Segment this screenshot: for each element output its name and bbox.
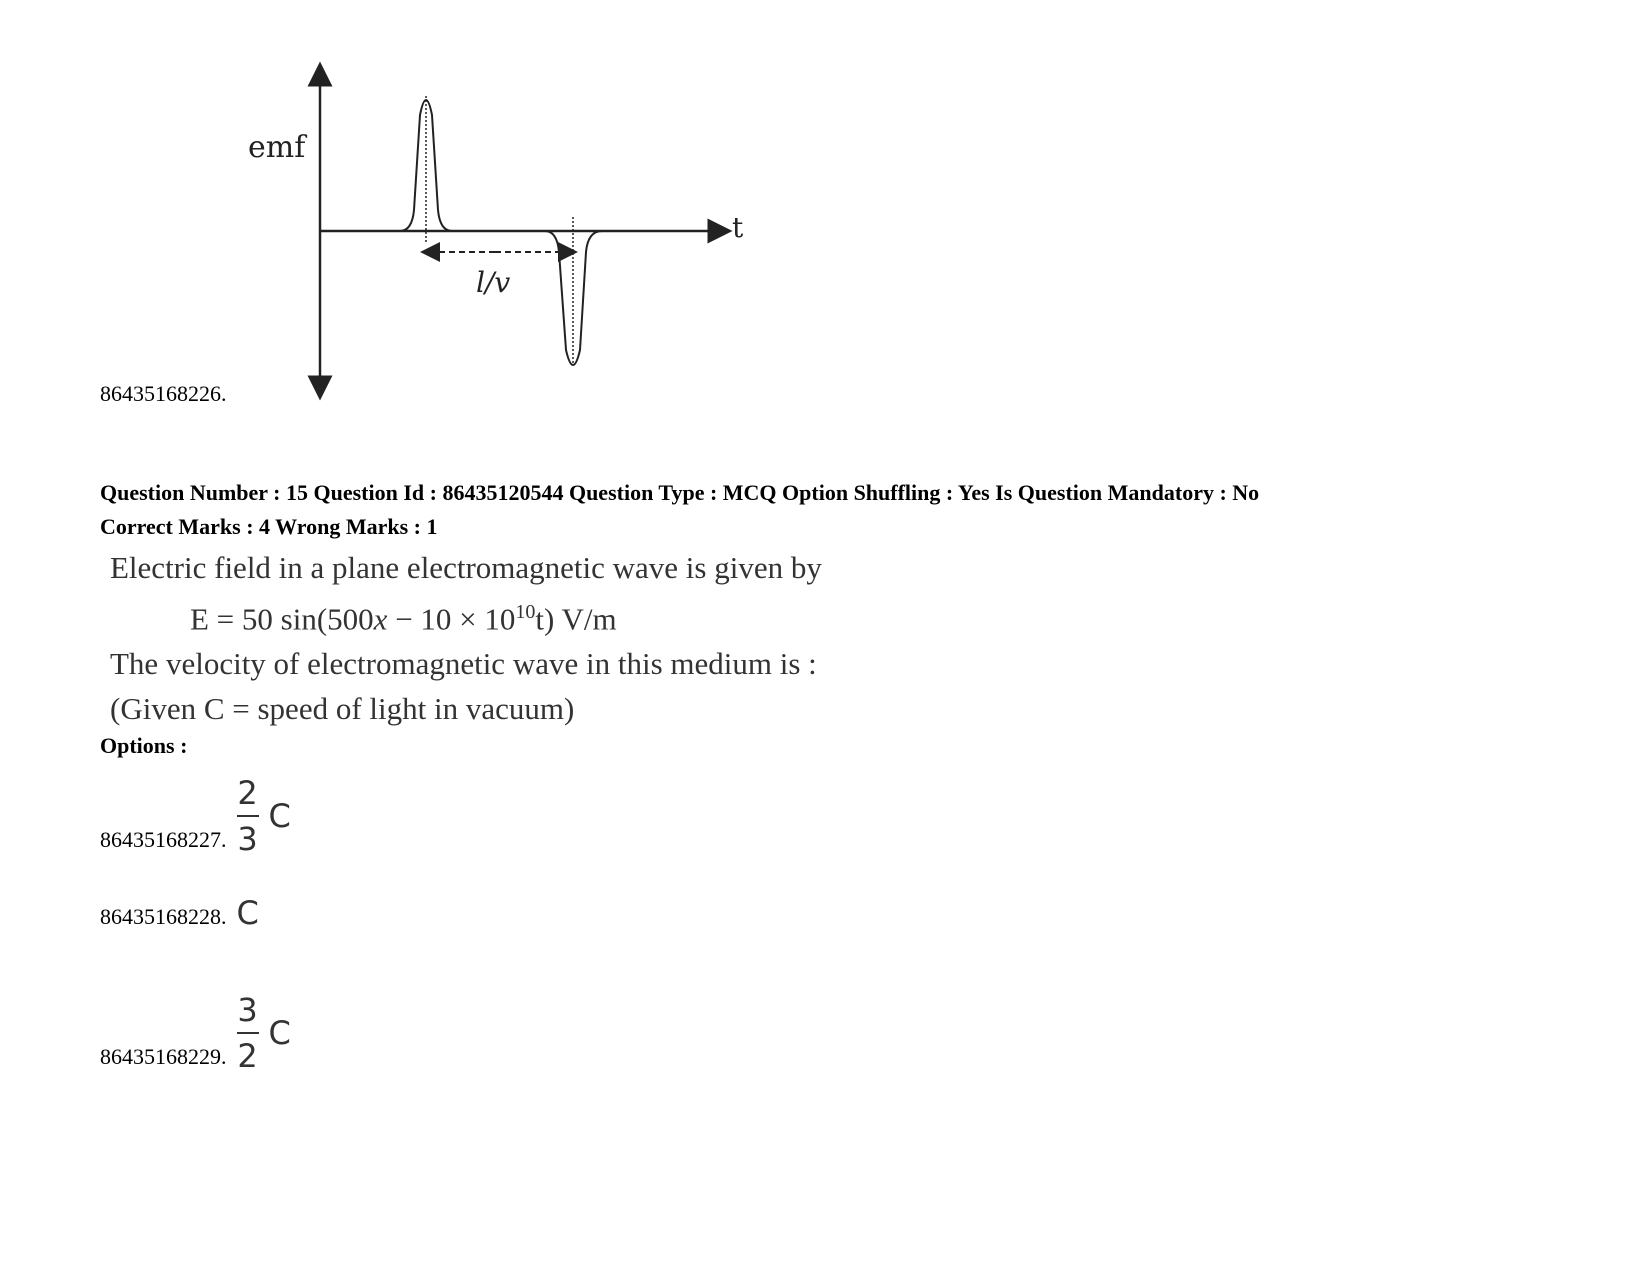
question-meta-line: Question Number : 15 Question Id : 86435120544 Question Type : MCQ Option Shuffling : Yes Is Question Mandatory : No [100,480,1260,505]
option-id: 86435168228. [100,904,227,929]
option-unit: C [268,1014,291,1052]
option-id: 86435168229. [100,1044,227,1069]
option-1[interactable] [100,775,291,857]
option-3[interactable] [100,992,291,1074]
fraction-bar [237,815,259,817]
field-equation: E = 50 $\sin(500x - 10 \times 10^{10}t)$ V/m [190,601,617,637]
question-marks-line: Correct Marks : 4 Wrong Marks : 1 [100,514,438,539]
option-2[interactable] [100,894,259,932]
stem-line: (Given C = speed of light in vacuum) [110,691,575,727]
fraction-bar [237,1032,259,1034]
options-label: Options : [100,733,188,758]
emf-graph-svg [240,60,800,405]
option-id: 86435168227. [100,827,227,852]
stem-line: Electric field in a plane electromagnetic wave is given by [110,550,822,585]
y-axis-label: emf [248,130,306,165]
stem-line: The velocity of electromagnetic wave in this medium is : [110,646,817,682]
question-header [100,476,1259,544]
figure-option-id: 86435168226. [100,381,227,406]
option-unit: C [268,797,291,835]
emf-time-graph [240,60,800,405]
fraction: $\frac{2}{3}$ [237,774,258,858]
question-stem [110,545,822,731]
x-axis-label: t [732,211,744,244]
interval-label: l/v [476,266,511,299]
option-unit: C [236,894,259,932]
fraction: $\frac{3}{2}$ [237,991,258,1075]
